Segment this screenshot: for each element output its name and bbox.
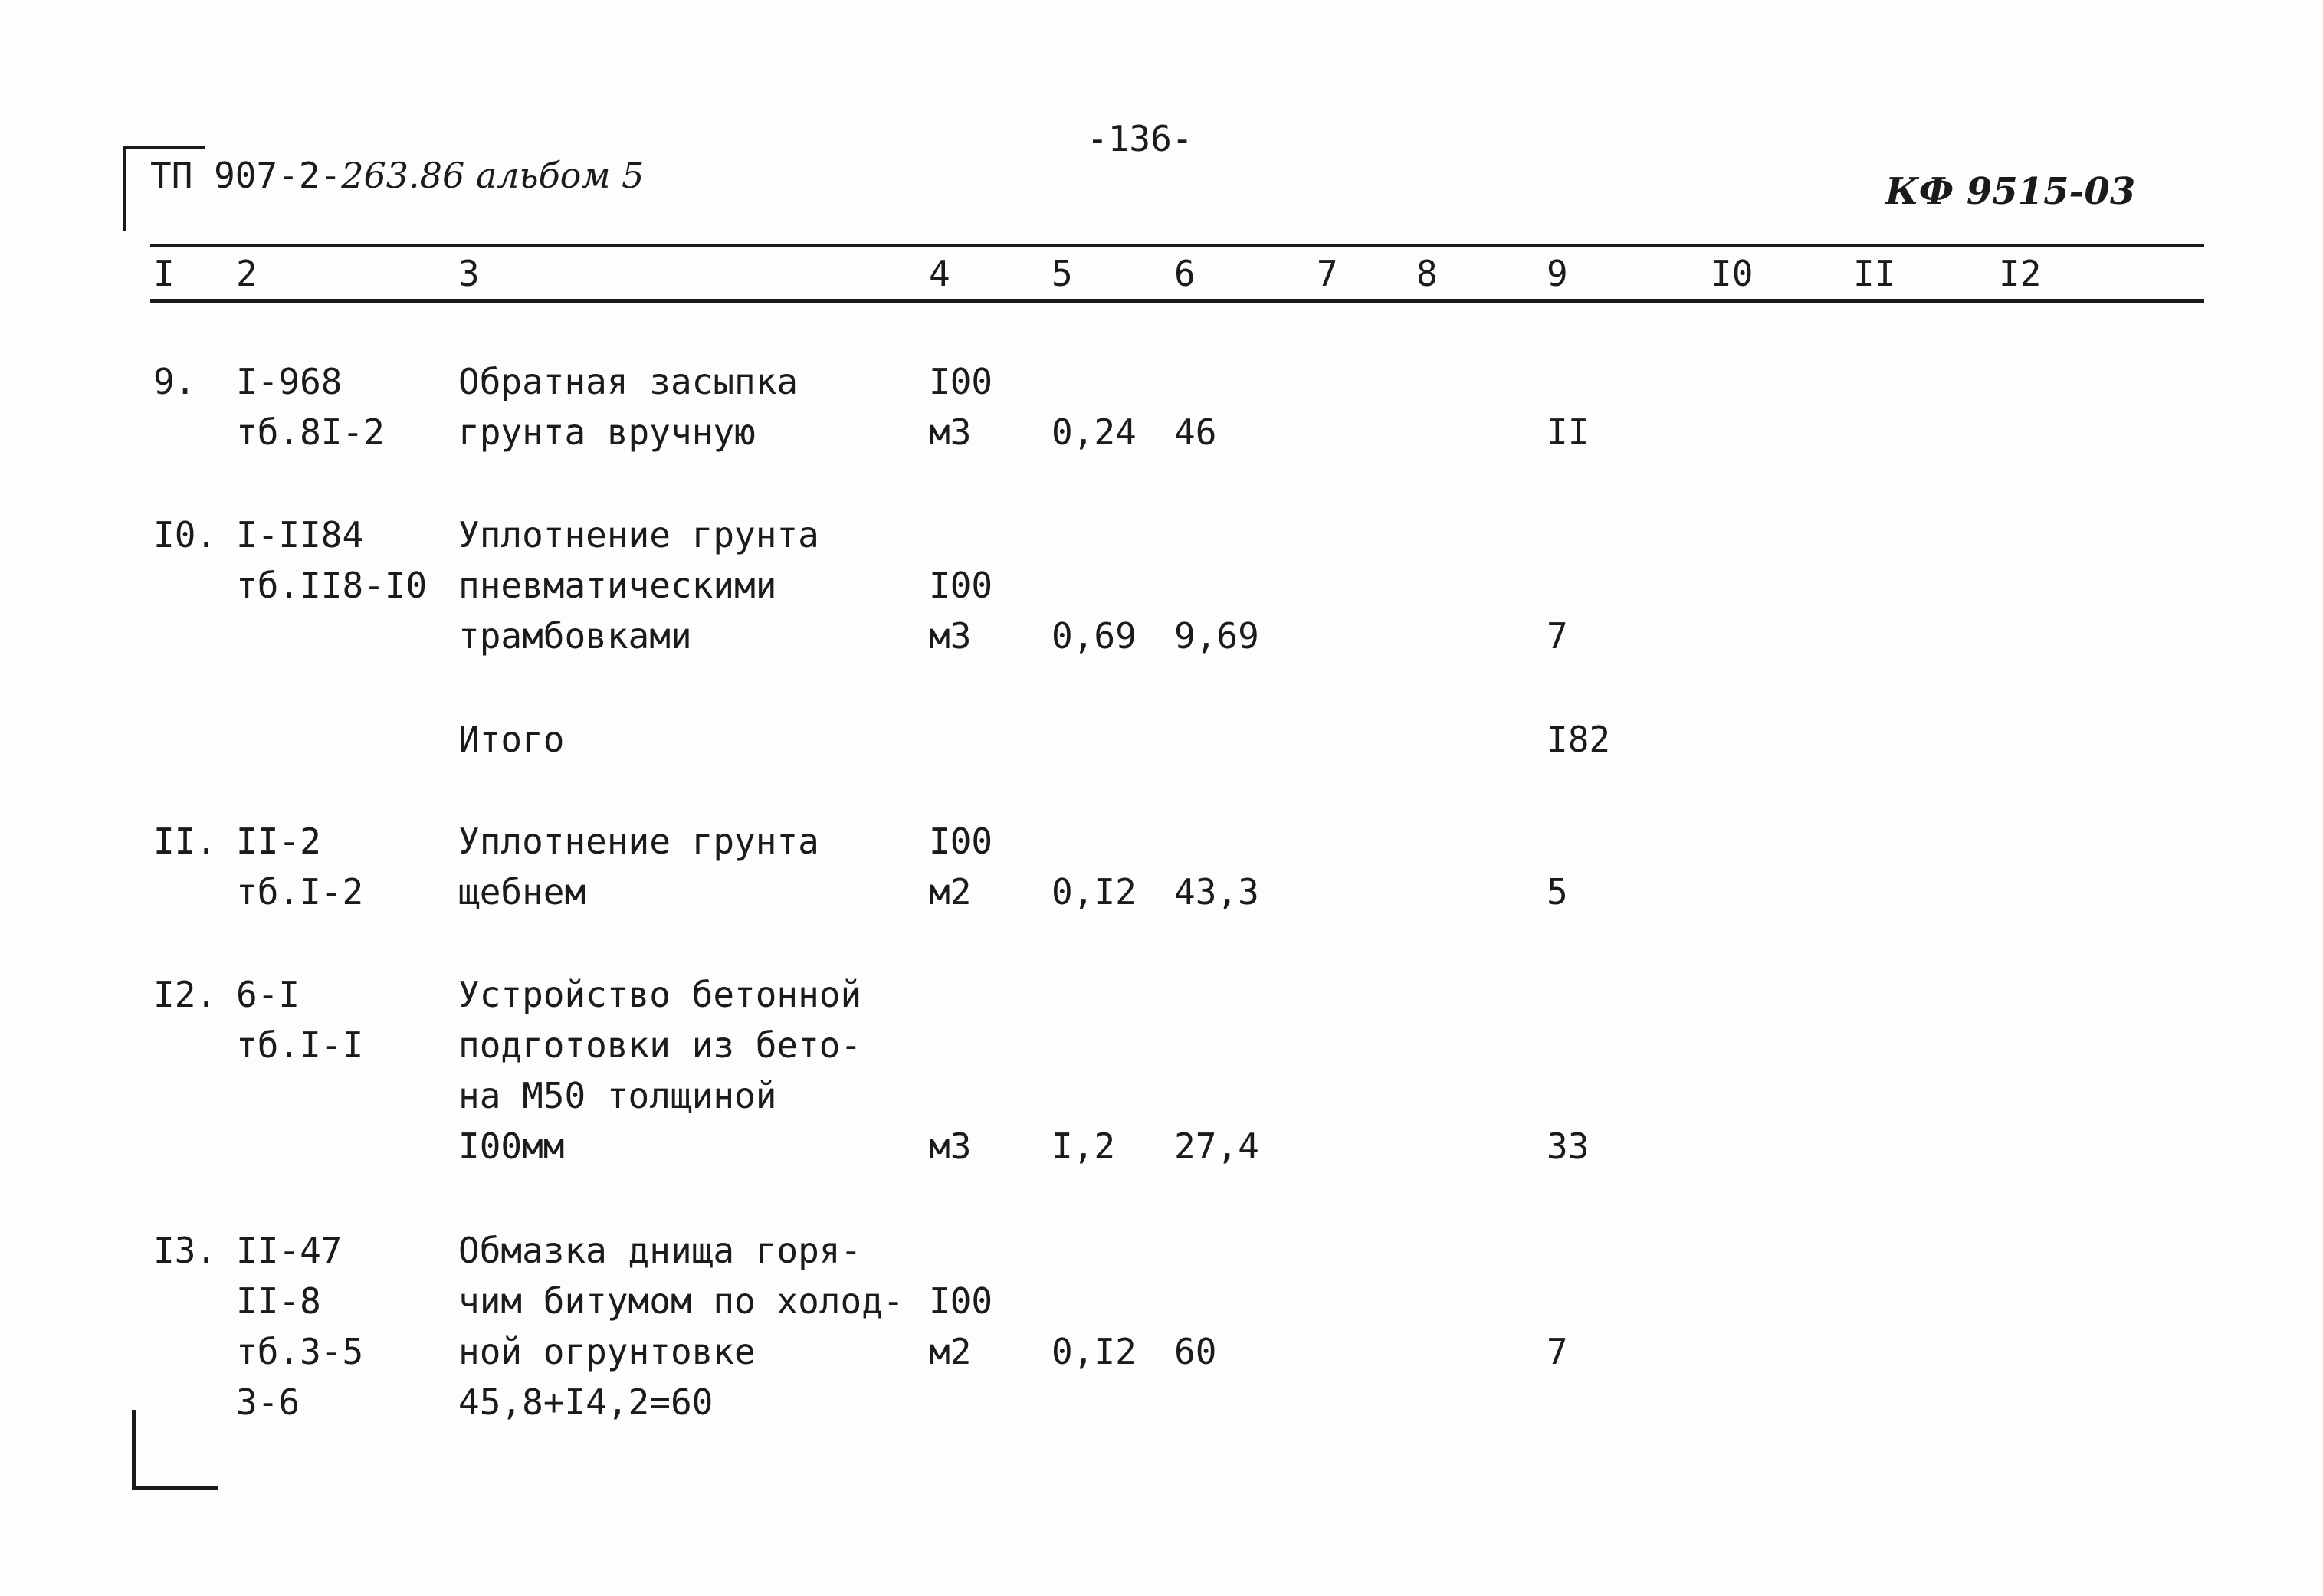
norm-code: тб.3-5: [236, 1331, 364, 1372]
norm-code: II-2: [236, 821, 321, 862]
work-description: пневматическими: [458, 565, 777, 606]
column-header-11: II: [1853, 253, 1896, 294]
header-rule-bottom: [150, 299, 2204, 303]
cell-col5: 0,I2: [1052, 1331, 1137, 1372]
work-description: Обратная засыпка: [458, 361, 799, 402]
column-header-2: 2: [236, 253, 258, 294]
column-header-10: I0: [1711, 253, 1754, 294]
work-description: I00мм: [458, 1126, 565, 1167]
unit: I00: [929, 565, 993, 606]
unit: м3: [929, 411, 972, 453]
cell-col5: 0,24: [1052, 411, 1137, 453]
work-description: на М50 толщиной: [458, 1075, 777, 1116]
corner-bracket-bottom-left-bar: [132, 1486, 218, 1490]
cell-col6: 27,4: [1174, 1126, 1259, 1167]
cell-col5: 0,I2: [1052, 871, 1137, 913]
column-header-9: 9: [1547, 253, 1568, 294]
unit: I00: [929, 1280, 993, 1322]
work-description: подготовки из бето-: [458, 1024, 862, 1066]
document-code: [150, 150, 644, 201]
norm-code: 3-6: [236, 1381, 300, 1423]
unit: м2: [929, 1331, 972, 1372]
cell-col9: 7: [1547, 615, 1568, 657]
work-description: ной огрунтовке: [458, 1331, 756, 1372]
work-description: Обмазка днища горя-: [458, 1230, 862, 1271]
norm-code: 6-I: [236, 974, 300, 1015]
row-number: I0.: [153, 514, 218, 555]
work-description: Уплотнение грунта: [458, 821, 819, 862]
norm-code: I-II84: [236, 514, 364, 555]
column-header-7: 7: [1317, 253, 1338, 294]
cell-col5: 0,69: [1052, 615, 1137, 657]
norm-code: тб.II8-I0: [236, 565, 428, 606]
cell-col6: 43,3: [1174, 871, 1259, 913]
row-number: 9.: [153, 361, 196, 402]
work-description: Итого: [458, 719, 565, 760]
corner-bracket-top-left-bar: [123, 146, 205, 149]
cell-col9: I82: [1547, 719, 1611, 760]
cell-col9: 7: [1547, 1331, 1568, 1372]
corner-bracket-bottom-left: [132, 1410, 136, 1489]
norm-code: тб.I-2: [236, 871, 364, 913]
unit: I00: [929, 361, 993, 402]
work-description: Устройство бетонной: [458, 974, 862, 1015]
cell-col6: 46: [1174, 411, 1217, 453]
work-description: 45,8+I4,2=60: [458, 1381, 714, 1423]
norm-code: тб.I-I: [236, 1024, 364, 1066]
norm-code: тб.8I-2: [236, 411, 385, 453]
work-description: щебнем: [458, 871, 586, 913]
work-description: грунта вручную: [458, 411, 756, 453]
cell-col5: I,2: [1052, 1126, 1116, 1167]
header-rule-top: [150, 244, 2204, 247]
work-description: чим битумом по холод-: [458, 1280, 904, 1322]
row-number: I2.: [153, 974, 218, 1015]
column-header-3: 3: [458, 253, 480, 294]
unit: м2: [929, 871, 972, 913]
sheet-code: КФ 9515-03: [1885, 170, 2136, 213]
norm-code: II-8: [236, 1280, 321, 1322]
unit: I00: [929, 821, 993, 862]
page-number: -136-: [1087, 118, 1193, 159]
cell-col9: 33: [1547, 1126, 1590, 1167]
row-number: II.: [153, 821, 218, 862]
row-number: I3.: [153, 1230, 218, 1271]
column-header-4: 4: [929, 253, 950, 294]
unit: м3: [929, 1126, 972, 1167]
column-header-5: 5: [1052, 253, 1073, 294]
column-header-6: 6: [1174, 253, 1196, 294]
document-code-typed: ТП 907-2-: [150, 155, 342, 196]
cell-col9: II: [1547, 411, 1590, 453]
corner-bracket-top-left: [123, 146, 126, 231]
norm-code: I-968: [236, 361, 343, 402]
cell-col6: 9,69: [1174, 615, 1259, 657]
document-code-handwritten: 263.86 альбом 5: [341, 155, 645, 196]
norm-code: II-47: [236, 1230, 343, 1271]
unit: м3: [929, 615, 972, 657]
cell-col9: 5: [1547, 871, 1568, 913]
work-description: трамбовками: [458, 615, 692, 657]
column-header-12: I2: [1999, 253, 2042, 294]
column-header-8: 8: [1416, 253, 1438, 294]
cell-col6: 60: [1174, 1331, 1217, 1372]
work-description: Уплотнение грунта: [458, 514, 819, 555]
column-header-1: I: [153, 253, 175, 294]
